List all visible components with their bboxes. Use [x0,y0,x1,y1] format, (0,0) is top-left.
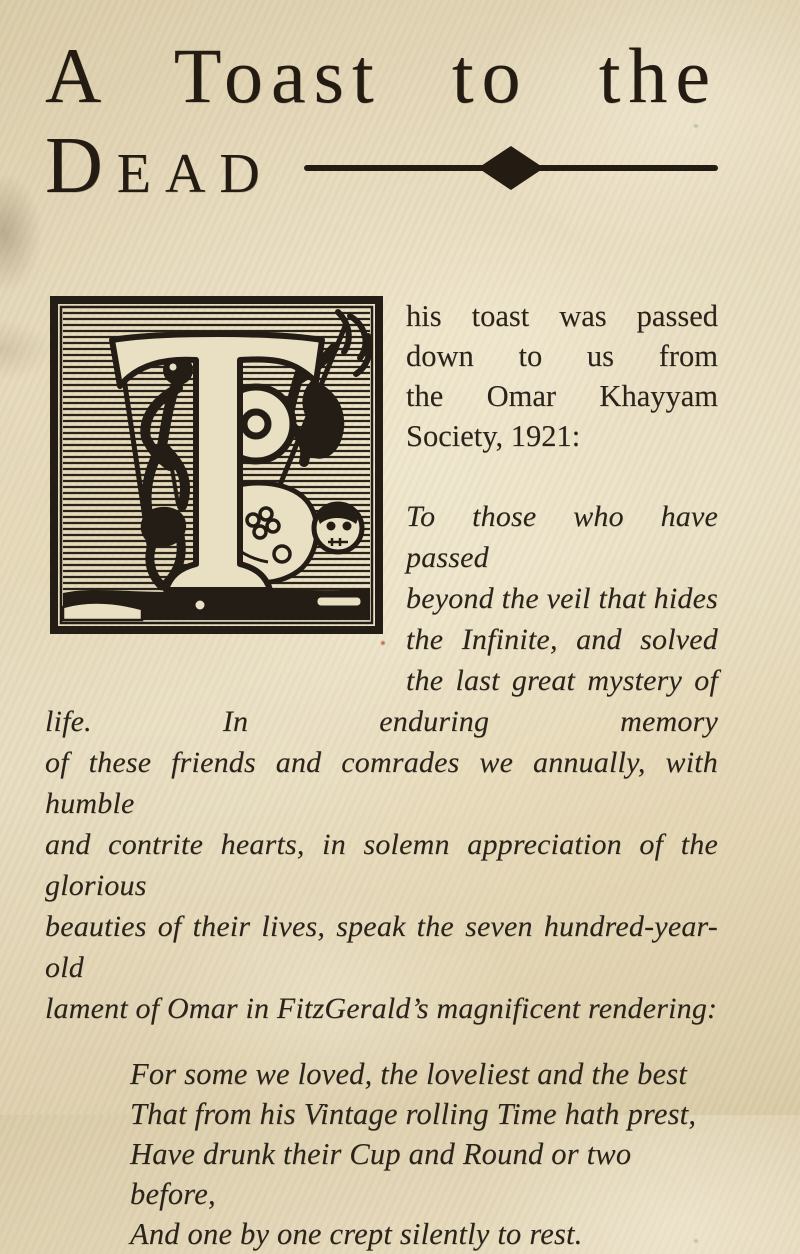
verse-line: That from his Vintage rolling Time hath prest, [130,1097,697,1131]
text-line: down to us from [406,339,718,373]
woodcut-initial-T-icon [50,296,383,634]
text-line: his toast was passed [406,299,718,333]
text-line: of these friends and comrades we annually, with humble [45,746,718,820]
text-line: beyond the veil that hides [406,582,718,615]
text-line: and contrite hearts, in solemn appreciation of the glorious [45,828,718,902]
verse-line: For some we loved, the loveliest and the best [130,1057,688,1091]
text-line: the Infinite, and solved [406,623,718,656]
text-line: To those who have passed [406,500,718,574]
page-title-line2 [45,122,718,210]
verse-line: Have drunk their Cup and Round or two before, [130,1137,632,1211]
text-line: Society, 1921: [406,419,581,453]
page-title-line1: A Toast to the [45,32,718,119]
verse-line: And one by one crept silently to rest. [130,1217,583,1251]
text-line: the Omar Khayyam [406,379,718,413]
text-line: lament of Omar in FitzGerald’s magnificent rendering: [45,992,718,1025]
title-rule [304,165,718,171]
page-title-word-dead: Dead [45,122,274,210]
body-text [45,296,718,1029]
diamond-ornament-icon [478,146,544,190]
text-line: life. In enduring memory [45,705,718,738]
text-line: the last great mystery of [406,664,718,697]
fitzgerald-verse [45,1054,718,1254]
text-line: beauties of their lives, speak the seven hundred-year-old [45,910,718,984]
